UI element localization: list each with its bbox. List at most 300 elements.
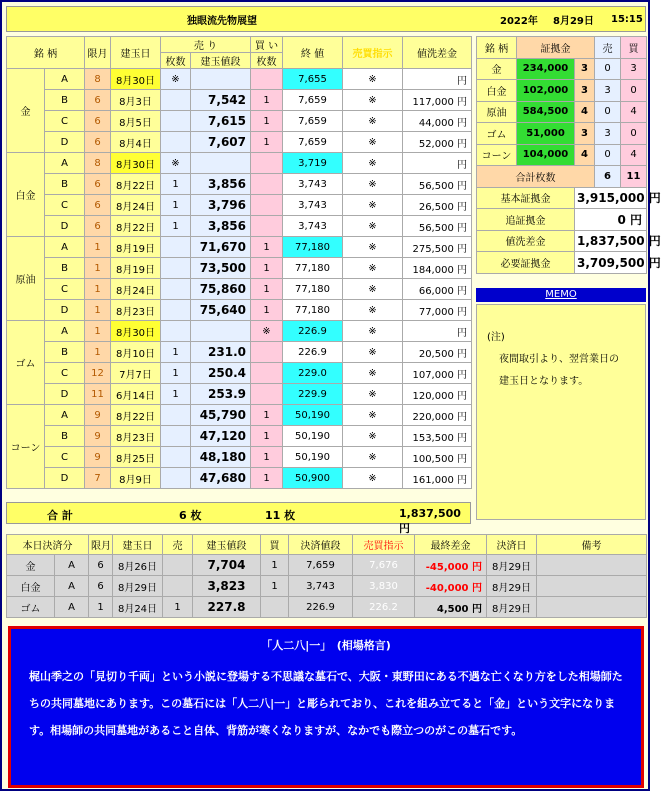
close-price: 77,180 bbox=[283, 237, 343, 258]
commodity-name: 原油 bbox=[7, 237, 45, 321]
buy-qty: 1 bbox=[251, 111, 283, 132]
entry-date: 6月14日 bbox=[111, 384, 161, 405]
settle-header-buy: 買 bbox=[261, 535, 289, 555]
mark-to-market: 100,500 円 bbox=[403, 447, 472, 468]
margin-buy: 4 bbox=[621, 144, 647, 166]
entry-date: 8月10日 bbox=[111, 342, 161, 363]
contract-code: C bbox=[45, 279, 85, 300]
entry-price: 3,796 bbox=[191, 195, 251, 216]
mark-to-market: 66,000 円 bbox=[403, 279, 472, 300]
settlement-table bbox=[6, 534, 647, 618]
contract-code: A bbox=[45, 153, 85, 174]
instruction: ※ bbox=[343, 384, 403, 405]
commodity-name: ゴム bbox=[7, 321, 45, 405]
margin-buy: 0 bbox=[621, 80, 647, 102]
header-month: 限月 bbox=[85, 37, 111, 69]
header-diff: 値洗差金 bbox=[403, 37, 472, 69]
contract-month: 7 bbox=[85, 468, 111, 489]
contract-code: A bbox=[45, 405, 85, 426]
position-row bbox=[7, 426, 472, 447]
kv-value: 3,709,500 円 bbox=[575, 252, 647, 274]
mark-to-market: 153,500 円 bbox=[403, 426, 472, 447]
margin-brand: 原油 bbox=[477, 101, 517, 123]
instruction: ※ bbox=[343, 216, 403, 237]
kv-label: 基本証拠金 bbox=[477, 187, 575, 209]
sell-qty bbox=[161, 405, 191, 426]
entry-price: 3,856 bbox=[191, 216, 251, 237]
margin-amount: 51,000 bbox=[517, 123, 575, 145]
settle-code: A bbox=[55, 555, 89, 576]
kv-value: 3,915,000 円 bbox=[575, 187, 647, 209]
contract-month: 9 bbox=[85, 405, 111, 426]
contract-month: 9 bbox=[85, 447, 111, 468]
entry-price: 47,680 bbox=[191, 468, 251, 489]
proverb-body: 梶山季之の「見切り千両」という小説に登場する不思議な墓石で、大阪・東野田にある不遇な亡くなり方をした相場師たちの共同墓地にあります。この墓石には「人二八|一」と彫られており、これを組み立てると「金」という文字になります。相場師の共同墓地があること自体、背筋が寒くなりますが、なかでも際立つのがこの墓石です。 bbox=[29, 670, 623, 737]
position-row bbox=[7, 174, 472, 195]
kv-label: 値洗差金 bbox=[477, 230, 575, 252]
sell-qty bbox=[161, 426, 191, 447]
margin-kv-row bbox=[477, 252, 647, 274]
buy-qty: 1 bbox=[251, 258, 283, 279]
entry-price: 3,856 bbox=[191, 174, 251, 195]
settle-instr: 7,676 bbox=[353, 555, 415, 576]
sell-qty: 1 bbox=[161, 174, 191, 195]
close-price: 50,900 bbox=[283, 468, 343, 489]
margin-kv-row bbox=[477, 209, 647, 231]
contract-month: 1 bbox=[85, 258, 111, 279]
settle-date: 8月26日 bbox=[113, 555, 163, 576]
margin-row bbox=[477, 80, 647, 102]
settle-price: 3,823 bbox=[193, 576, 261, 597]
margin-amount: 102,000 bbox=[517, 80, 575, 102]
settle-final: 4,500 円 bbox=[415, 597, 487, 618]
entry-date: 8月9日 bbox=[111, 468, 161, 489]
instruction: ※ bbox=[343, 237, 403, 258]
settle-header-sell: 売 bbox=[163, 535, 193, 555]
entry-price: 45,790 bbox=[191, 405, 251, 426]
position-row bbox=[7, 258, 472, 279]
margin-amount: 584,500 bbox=[517, 101, 575, 123]
contract-month: 6 bbox=[85, 174, 111, 195]
mark-to-market: 円 bbox=[403, 321, 472, 342]
header-sell-qty: 枚数 bbox=[161, 53, 191, 69]
position-row bbox=[7, 90, 472, 111]
buy-qty: 1 bbox=[251, 405, 283, 426]
margin-count: 3 bbox=[575, 80, 595, 102]
position-row bbox=[7, 216, 472, 237]
entry-price: 231.0 bbox=[191, 342, 251, 363]
memo-link[interactable]: MEMO bbox=[476, 288, 646, 302]
contract-code: B bbox=[45, 258, 85, 279]
contract-month: 1 bbox=[85, 300, 111, 321]
settle-notes bbox=[537, 597, 647, 618]
margin-brand: 白金 bbox=[477, 80, 517, 102]
kv-label: 追証拠金 bbox=[477, 209, 575, 231]
side-header-sell: 売 bbox=[595, 37, 621, 59]
close-price: 77,180 bbox=[283, 258, 343, 279]
mark-to-market: 107,000 円 bbox=[403, 363, 472, 384]
contract-month: 6 bbox=[85, 195, 111, 216]
instruction: ※ bbox=[343, 321, 403, 342]
header-buy: 買 い bbox=[251, 37, 283, 53]
settle-final: -45,000 円 bbox=[415, 555, 487, 576]
entry-date: 8月22日 bbox=[111, 216, 161, 237]
margin-brand: 金 bbox=[477, 58, 517, 80]
settle-header-today: 本日決済分 bbox=[7, 535, 89, 555]
settle-sell bbox=[163, 555, 193, 576]
instruction: ※ bbox=[343, 69, 403, 90]
margin-sell: 0 bbox=[595, 144, 621, 166]
margin-count: 3 bbox=[575, 58, 595, 80]
header-date: 建玉日 bbox=[111, 37, 161, 69]
buy-qty bbox=[251, 195, 283, 216]
instruction: ※ bbox=[343, 195, 403, 216]
mark-to-market: 184,000 円 bbox=[403, 258, 472, 279]
sell-qty bbox=[161, 300, 191, 321]
side-header-buy: 買 bbox=[621, 37, 647, 59]
close-price: 226.9 bbox=[283, 342, 343, 363]
sell-qty: 1 bbox=[161, 216, 191, 237]
sell-qty bbox=[161, 237, 191, 258]
entry-price: 73,500 bbox=[191, 258, 251, 279]
commodity-name: 白金 bbox=[7, 153, 45, 237]
mark-to-market: 56,500 円 bbox=[403, 174, 472, 195]
entry-date: 8月24日 bbox=[111, 195, 161, 216]
settle-header-settledate: 決済日 bbox=[487, 535, 537, 555]
close-price: 50,190 bbox=[283, 426, 343, 447]
settle-date: 8月29日 bbox=[113, 576, 163, 597]
contract-month: 6 bbox=[85, 90, 111, 111]
contract-code: D bbox=[45, 132, 85, 153]
instruction: ※ bbox=[343, 132, 403, 153]
close-price: 77,180 bbox=[283, 300, 343, 321]
entry-date: 8月24日 bbox=[111, 279, 161, 300]
instruction: ※ bbox=[343, 174, 403, 195]
close-price: 229.0 bbox=[283, 363, 343, 384]
header-sell-price: 建玉値段 bbox=[191, 53, 251, 69]
time: 15:15 bbox=[611, 13, 643, 25]
contract-code: C bbox=[45, 195, 85, 216]
position-row bbox=[7, 153, 472, 174]
position-row bbox=[7, 69, 472, 90]
entry-date: 8月19日 bbox=[111, 258, 161, 279]
mark-to-market: 20,500 円 bbox=[403, 342, 472, 363]
settle-row bbox=[7, 576, 647, 597]
position-row bbox=[7, 468, 472, 489]
title-bar bbox=[6, 6, 646, 32]
mark-to-market: 117,000 円 bbox=[403, 90, 472, 111]
buy-qty bbox=[251, 69, 283, 90]
totals-bar bbox=[6, 502, 471, 535]
entry-date: 8月22日 bbox=[111, 174, 161, 195]
settle-notes bbox=[537, 555, 647, 576]
margin-row bbox=[477, 123, 647, 145]
close-price: 229.9 bbox=[283, 384, 343, 405]
commodity-name: コーン bbox=[7, 405, 45, 489]
sell-qty: 1 bbox=[161, 195, 191, 216]
entry-date: 8月30日 bbox=[111, 69, 161, 90]
margin-total-row bbox=[477, 166, 647, 188]
settle-price: 7,704 bbox=[193, 555, 261, 576]
margin-buy: 3 bbox=[621, 58, 647, 80]
entry-price: 47,120 bbox=[191, 426, 251, 447]
mark-to-market: 円 bbox=[403, 69, 472, 90]
instruction: ※ bbox=[343, 405, 403, 426]
contract-month: 1 bbox=[85, 279, 111, 300]
settle-instr: 226.2 bbox=[353, 597, 415, 618]
sell-qty bbox=[161, 90, 191, 111]
instruction: ※ bbox=[343, 258, 403, 279]
instruction: ※ bbox=[343, 300, 403, 321]
contract-month: 1 bbox=[85, 321, 111, 342]
sell-qty: 1 bbox=[161, 384, 191, 405]
settle-brand: 金 bbox=[7, 555, 55, 576]
margin-brand: コーン bbox=[477, 144, 517, 166]
mark-to-market: 52,000 円 bbox=[403, 132, 472, 153]
margin-buy: 0 bbox=[621, 123, 647, 145]
settle-header-notes: 備考 bbox=[537, 535, 647, 555]
entry-price: 75,860 bbox=[191, 279, 251, 300]
sell-qty: 1 bbox=[161, 342, 191, 363]
settle-brand: 白金 bbox=[7, 576, 55, 597]
entry-price: 75,640 bbox=[191, 300, 251, 321]
kv-value: 1,837,500 円 bbox=[575, 230, 647, 252]
entry-date: 8月30日 bbox=[111, 321, 161, 342]
close-price: 3,743 bbox=[283, 174, 343, 195]
margin-kv-row bbox=[477, 230, 647, 252]
instruction: ※ bbox=[343, 90, 403, 111]
close-price: 7,659 bbox=[283, 111, 343, 132]
buy-qty: 1 bbox=[251, 279, 283, 300]
settle-sell: 1 bbox=[163, 597, 193, 618]
sell-qty bbox=[161, 321, 191, 342]
trade-instruction-button[interactable]: 売買指示 bbox=[343, 37, 403, 69]
contract-code: A bbox=[45, 237, 85, 258]
instruction: ※ bbox=[343, 153, 403, 174]
position-row bbox=[7, 300, 472, 321]
proverb-heading: 「人二八|一」 (相場格言) bbox=[261, 639, 391, 652]
entry-date: 8月5日 bbox=[111, 111, 161, 132]
entry-date: 8月23日 bbox=[111, 300, 161, 321]
margin-sell: 3 bbox=[595, 123, 621, 145]
mark-to-market: 56,500 円 bbox=[403, 216, 472, 237]
contract-code: C bbox=[45, 111, 85, 132]
mark-to-market: 44,000 円 bbox=[403, 111, 472, 132]
contract-code: A bbox=[45, 69, 85, 90]
instruction: ※ bbox=[343, 279, 403, 300]
margin-amount: 104,000 bbox=[517, 144, 575, 166]
proverb-box bbox=[8, 626, 644, 788]
contract-code: B bbox=[45, 174, 85, 195]
buy-qty: 1 bbox=[251, 447, 283, 468]
contract-month: 11 bbox=[85, 384, 111, 405]
settle-header-date: 建玉日 bbox=[113, 535, 163, 555]
close-price: 3,743 bbox=[283, 195, 343, 216]
contract-code: B bbox=[45, 426, 85, 447]
entry-date: 8月30日 bbox=[111, 153, 161, 174]
year: 2022年 bbox=[500, 15, 538, 27]
position-row bbox=[7, 342, 472, 363]
contract-month: 1 bbox=[85, 342, 111, 363]
position-row bbox=[7, 447, 472, 468]
position-row bbox=[7, 237, 472, 258]
close-price: 50,190 bbox=[283, 447, 343, 468]
entry-date: 7月7日 bbox=[111, 363, 161, 384]
contract-month: 1 bbox=[85, 237, 111, 258]
buy-qty: 1 bbox=[251, 468, 283, 489]
buy-qty: 1 bbox=[251, 90, 283, 111]
sell-qty bbox=[161, 468, 191, 489]
sell-qty bbox=[161, 447, 191, 468]
settle-month: 6 bbox=[89, 576, 113, 597]
instruction: ※ bbox=[343, 426, 403, 447]
mark-to-market: 161,000 円 bbox=[403, 468, 472, 489]
header-brand: 銘 柄 bbox=[7, 37, 85, 69]
memo-line: (注) bbox=[487, 332, 505, 343]
settle-day: 8月29日 bbox=[487, 555, 537, 576]
entry-price: 7,607 bbox=[191, 132, 251, 153]
margin-summary-table bbox=[476, 36, 661, 274]
instruction: ※ bbox=[343, 342, 403, 363]
buy-qty bbox=[251, 384, 283, 405]
side-header-margin: 証拠金 bbox=[517, 37, 595, 59]
buy-qty bbox=[251, 363, 283, 384]
entry-price: 253.9 bbox=[191, 384, 251, 405]
settle-code: A bbox=[55, 597, 89, 618]
contract-month: 8 bbox=[85, 153, 111, 174]
contract-code: B bbox=[45, 90, 85, 111]
buy-qty: 1 bbox=[251, 300, 283, 321]
margin-row bbox=[477, 144, 647, 166]
buy-qty bbox=[251, 153, 283, 174]
settle-code: A bbox=[55, 576, 89, 597]
margin-count: 4 bbox=[575, 144, 595, 166]
buy-qty: 1 bbox=[251, 426, 283, 447]
close-price: 3,719 bbox=[283, 153, 343, 174]
position-row bbox=[7, 405, 472, 426]
memo-line: 夜間取引より、翌営業日の bbox=[499, 354, 619, 365]
mark-to-market: 26,500 円 bbox=[403, 195, 472, 216]
settle-buy: 1 bbox=[261, 555, 289, 576]
commodity-name: 金 bbox=[7, 69, 45, 153]
margin-brand: ゴム bbox=[477, 123, 517, 145]
instruction: ※ bbox=[343, 363, 403, 384]
total-count-label: 合計枚数 bbox=[477, 166, 595, 188]
mark-to-market: 円 bbox=[403, 153, 472, 174]
sell-qty: ※ bbox=[161, 69, 191, 90]
settle-sell bbox=[163, 576, 193, 597]
entry-price bbox=[191, 321, 251, 342]
contract-code: D bbox=[45, 300, 85, 321]
totals-diff: 1,837,500 円 bbox=[399, 507, 461, 535]
sell-qty bbox=[161, 258, 191, 279]
sell-qty bbox=[161, 111, 191, 132]
margin-buy: 4 bbox=[621, 101, 647, 123]
settle-instr: 3,830 bbox=[353, 576, 415, 597]
settle-day: 8月29日 bbox=[487, 576, 537, 597]
margin-count: 4 bbox=[575, 101, 595, 123]
settle-header-instr: 売買指示 bbox=[353, 535, 415, 555]
entry-date: 8月25日 bbox=[111, 447, 161, 468]
instruction: ※ bbox=[343, 468, 403, 489]
sell-qty: 1 bbox=[161, 363, 191, 384]
margin-sell: 0 bbox=[595, 101, 621, 123]
contract-code: D bbox=[45, 384, 85, 405]
buy-qty: ※ bbox=[251, 321, 283, 342]
position-row bbox=[7, 363, 472, 384]
mark-to-market: 220,000 円 bbox=[403, 405, 472, 426]
close-price: 50,190 bbox=[283, 405, 343, 426]
settle-final: -40,000 円 bbox=[415, 576, 487, 597]
buy-qty bbox=[251, 216, 283, 237]
close-price: 7,655 bbox=[283, 69, 343, 90]
header-close: 終 値 bbox=[283, 37, 343, 69]
totals-label: 合 計 bbox=[47, 509, 73, 522]
header-sell: 売 り bbox=[161, 37, 251, 53]
entry-date: 8月22日 bbox=[111, 405, 161, 426]
entry-date: 8月4日 bbox=[111, 132, 161, 153]
side-header-brand: 銘 柄 bbox=[477, 37, 517, 59]
totals-sell: 6 枚 bbox=[179, 509, 202, 522]
settle-month: 6 bbox=[89, 555, 113, 576]
margin-row bbox=[477, 101, 647, 123]
contract-month: 12 bbox=[85, 363, 111, 384]
position-row bbox=[7, 132, 472, 153]
instruction: ※ bbox=[343, 447, 403, 468]
entry-price bbox=[191, 69, 251, 90]
sell-qty bbox=[161, 132, 191, 153]
margin-sell: 0 bbox=[595, 58, 621, 80]
margin-row bbox=[477, 58, 647, 80]
position-row bbox=[7, 111, 472, 132]
entry-price: 71,670 bbox=[191, 237, 251, 258]
entry-price: 250.4 bbox=[191, 363, 251, 384]
mark-to-market: 275,500 円 bbox=[403, 237, 472, 258]
entry-date: 8月3日 bbox=[111, 90, 161, 111]
settle-price: 227.8 bbox=[193, 597, 261, 618]
entry-price: 7,615 bbox=[191, 111, 251, 132]
memo-box bbox=[476, 304, 646, 520]
position-row bbox=[7, 195, 472, 216]
buy-qty bbox=[251, 342, 283, 363]
settle-notes bbox=[537, 576, 647, 597]
contract-code: B bbox=[45, 342, 85, 363]
contract-month: 6 bbox=[85, 132, 111, 153]
settle-header-final: 最終差金 bbox=[415, 535, 487, 555]
settle-date: 8月24日 bbox=[113, 597, 163, 618]
settle-buy: 1 bbox=[261, 576, 289, 597]
entry-date: 8月19日 bbox=[111, 237, 161, 258]
position-row bbox=[7, 321, 472, 342]
settle-header-price: 建玉値段 bbox=[193, 535, 261, 555]
total-buy: 11 bbox=[621, 166, 647, 188]
settle-header-close: 決済値段 bbox=[289, 535, 353, 555]
totals-buy: 11 枚 bbox=[265, 509, 296, 522]
contract-month: 6 bbox=[85, 111, 111, 132]
contract-month: 9 bbox=[85, 426, 111, 447]
positions-table bbox=[6, 36, 472, 489]
position-row bbox=[7, 279, 472, 300]
date: 8月29日 bbox=[553, 15, 594, 27]
sell-qty bbox=[161, 279, 191, 300]
contract-code: D bbox=[45, 216, 85, 237]
kv-label: 必要証拠金 bbox=[477, 252, 575, 274]
mark-to-market: 120,000 円 bbox=[403, 384, 472, 405]
contract-month: 8 bbox=[85, 69, 111, 90]
sell-qty: ※ bbox=[161, 153, 191, 174]
page-title: 独眼流先物展望 bbox=[187, 15, 257, 27]
close-price: 3,743 bbox=[283, 216, 343, 237]
